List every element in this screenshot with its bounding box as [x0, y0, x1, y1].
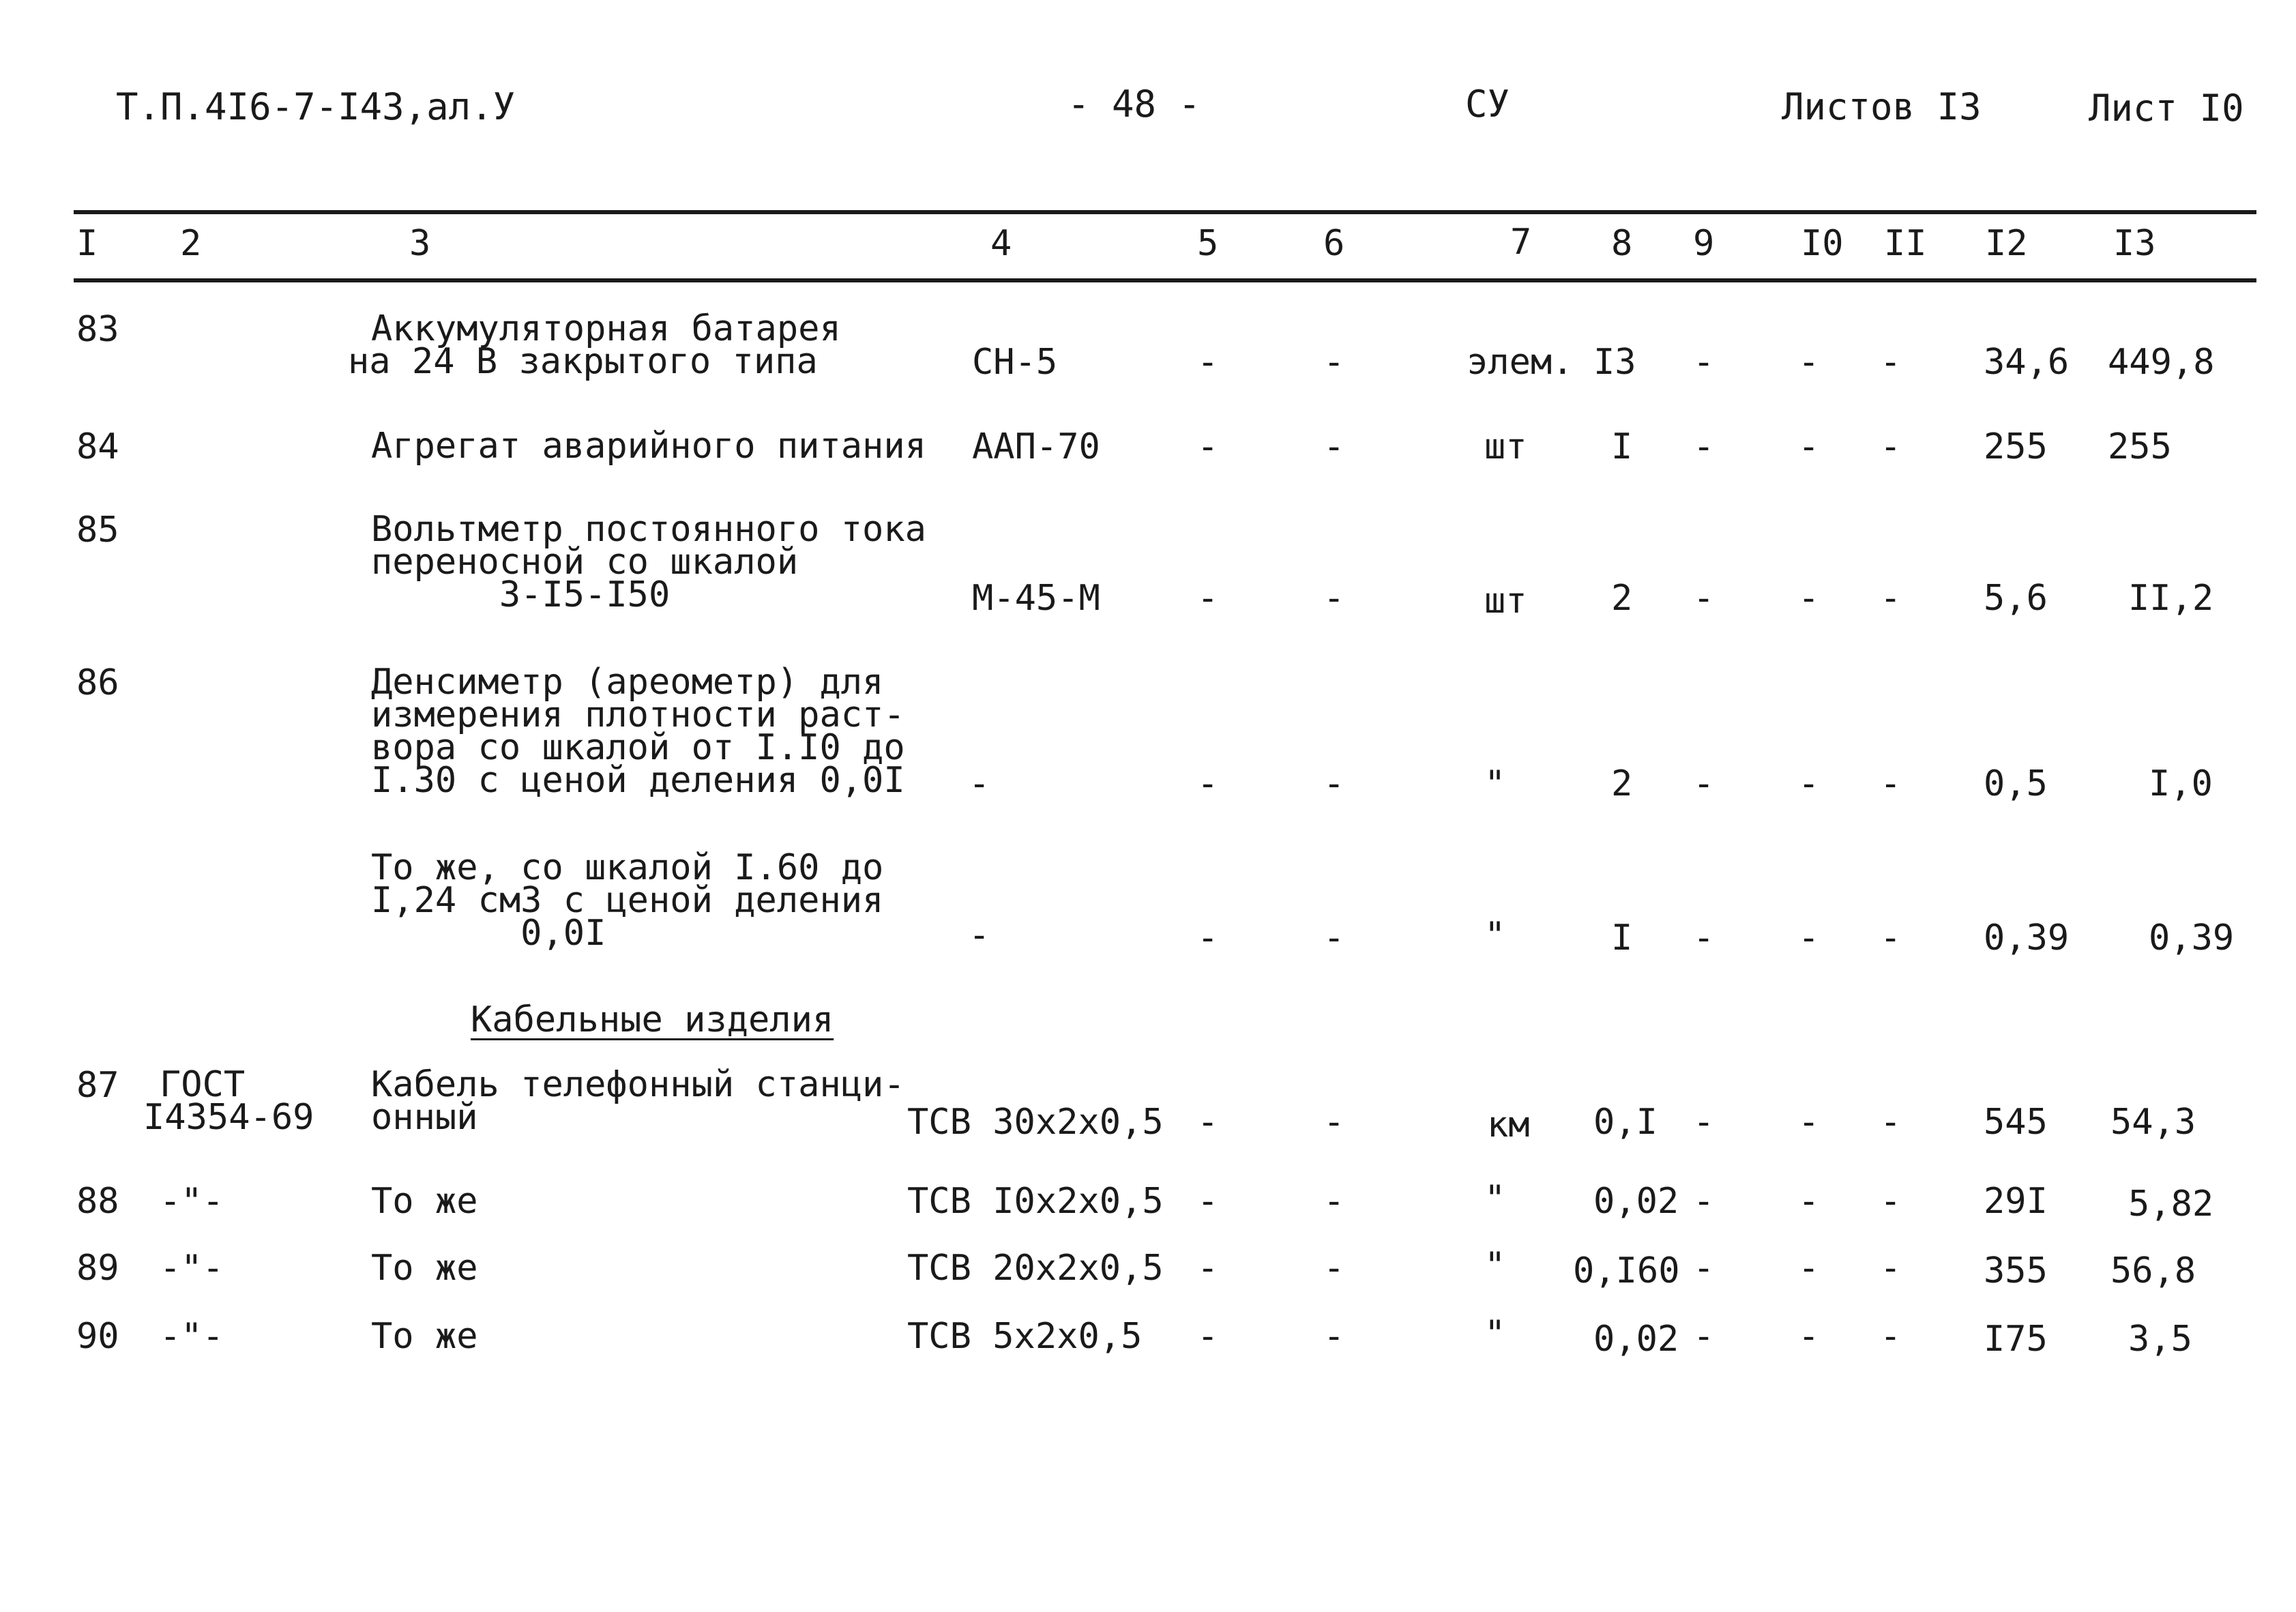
row-unit: " [1484, 1178, 1506, 1219]
row-description: То же [371, 1316, 478, 1357]
row-col9: - [1693, 918, 1715, 958]
row-col11: - [1880, 578, 1902, 619]
row-total: II,2 [2128, 578, 2214, 619]
col-header-4: 4 [990, 223, 1012, 264]
row-type: ТСВ 5х2х0,5 [907, 1316, 1143, 1357]
row-number: 83 [76, 309, 119, 350]
row-col6: - [1323, 1181, 1345, 1222]
col-header-7: 7 [1510, 222, 1532, 263]
row-total: 56,8 [2110, 1250, 2196, 1291]
row-unit: км [1487, 1104, 1530, 1145]
row-col5: - [1197, 918, 1219, 958]
row-col5: - [1197, 426, 1219, 467]
row-col5: - [1197, 763, 1219, 804]
row-col11: - [1880, 918, 1902, 958]
row-total: 5,82 [2128, 1184, 2214, 1225]
row-number: 84 [76, 426, 119, 467]
row-col9: - [1693, 578, 1715, 619]
row-col11: - [1880, 1248, 1902, 1289]
col-header-8: 8 [1611, 223, 1633, 264]
row-description: То же [371, 1181, 478, 1222]
row-unit: " [1484, 915, 1506, 956]
row-col6: - [1323, 763, 1345, 804]
row-description: Вольтметр постоянного тока переносной со шкалой 3-I5-I50 [371, 509, 926, 615]
row-type: СН-5 [972, 342, 1058, 383]
row-type: ТСВ 20х2х0,5 [907, 1248, 1164, 1289]
row-quantity: 2 [1611, 763, 1633, 804]
row-reference: -"- [160, 1248, 224, 1289]
row-quantity: 2 [1611, 578, 1633, 619]
row-col5: - [1197, 342, 1219, 383]
row-quantity: 0,I60 [1573, 1250, 1680, 1291]
row-type: ААП-70 [972, 426, 1100, 467]
col-header-6: 6 [1323, 223, 1345, 264]
row-description: Агрегат аварийного питания [371, 426, 926, 467]
row-unit: " [1484, 763, 1506, 804]
row-col9: - [1693, 1181, 1715, 1222]
col-header-13: I3 [2113, 223, 2156, 264]
row-reference: -"- [160, 1316, 224, 1357]
row-total: 255 [2108, 426, 2172, 467]
table-top-rule [74, 210, 2256, 214]
row-number: 86 [76, 662, 119, 703]
row-col9: - [1693, 426, 1715, 467]
row-col11: - [1880, 1102, 1902, 1143]
row-unit: элем. [1467, 342, 1574, 383]
row-price: 0,5 [1984, 763, 2048, 804]
table-header-rule [74, 278, 2256, 282]
row-col10: - [1798, 342, 1820, 383]
row-total: 3,5 [2128, 1319, 2192, 1360]
row-total: 54,3 [2110, 1102, 2196, 1143]
row-col10: - [1798, 578, 1820, 619]
row-description: Аккумуляторная батарея на 24 В закрытого типа [348, 308, 841, 382]
row-quantity: 0,I [1593, 1102, 1658, 1143]
section-title: Кабельные изделия [471, 999, 834, 1040]
row-type: - [969, 915, 990, 956]
row-reference: ГОСТ I4354-69 [143, 1064, 314, 1138]
page-number: - 48 - [1068, 83, 1201, 126]
row-reference: -"- [160, 1181, 224, 1222]
sheet-number: Лист I0 [2089, 87, 2244, 130]
row-col6: - [1323, 1102, 1345, 1143]
row-col5: - [1197, 1102, 1219, 1143]
row-col11: - [1880, 763, 1902, 804]
row-total: 449,8 [2108, 342, 2215, 383]
row-quantity: 0,02 [1593, 1319, 1679, 1360]
col-header-2: 2 [180, 223, 202, 264]
row-col6: - [1323, 1248, 1345, 1289]
row-description: То же, со шкалой I.60 до I,24 см3 с ценой деления 0,0I [371, 847, 884, 954]
row-unit: " [1484, 1245, 1506, 1286]
row-col9: - [1693, 1248, 1715, 1289]
row-col9: - [1693, 1102, 1715, 1143]
row-col10: - [1798, 1181, 1820, 1222]
row-col10: - [1798, 763, 1820, 804]
row-col10: - [1798, 1102, 1820, 1143]
row-quantity: 0,02 [1593, 1181, 1679, 1222]
row-col9: - [1693, 1316, 1715, 1357]
row-type: М-45-М [972, 578, 1100, 619]
row-price: 0,39 [1984, 918, 2070, 958]
row-col9: - [1693, 342, 1715, 383]
row-quantity: I3 [1593, 342, 1636, 383]
row-description: Денсиметр (ареометр) для измерения плотности раст- вора со шкалой от I.I0 до I.30 с ценой деления 0,0I [371, 662, 905, 801]
row-col6: - [1323, 426, 1345, 467]
row-number: 87 [76, 1065, 119, 1106]
row-col11: - [1880, 426, 1902, 467]
row-price: 545 [1984, 1102, 2048, 1143]
row-quantity: I [1611, 918, 1633, 958]
row-col10: - [1798, 1248, 1820, 1289]
col-header-3: 3 [409, 223, 431, 264]
row-unit: шт [1484, 581, 1527, 621]
row-type: - [969, 763, 990, 804]
row-col6: - [1323, 918, 1345, 958]
row-total: I,0 [2149, 763, 2213, 804]
row-price: I75 [1984, 1319, 2048, 1360]
row-col6: - [1323, 342, 1345, 383]
row-col6: - [1323, 578, 1345, 619]
row-number: 89 [76, 1248, 119, 1289]
row-price: 29I [1984, 1181, 2048, 1222]
section-code: СУ [1465, 83, 1510, 126]
row-description: То же [371, 1248, 478, 1289]
row-price: 255 [1984, 426, 2048, 467]
row-col11: - [1880, 1181, 1902, 1222]
row-col11: - [1880, 1316, 1902, 1357]
document-code: Т.П.4I6-7-I43,ал.У [116, 85, 516, 128]
row-col10: - [1798, 1316, 1820, 1357]
col-header-5: 5 [1197, 223, 1219, 264]
row-price: 355 [1984, 1250, 2048, 1291]
row-price: 5,6 [1984, 578, 2048, 619]
row-total: 0,39 [2149, 918, 2235, 958]
row-unit: шт [1484, 426, 1527, 467]
row-col5: - [1197, 1248, 1219, 1289]
col-header-11: II [1884, 223, 1927, 264]
row-number: 88 [76, 1181, 119, 1222]
row-col11: - [1880, 342, 1902, 383]
row-quantity: I [1611, 426, 1633, 467]
col-header-1: I [76, 223, 98, 264]
row-type: ТСВ I0х2х0,5 [907, 1181, 1164, 1222]
row-type: ТСВ 30х2х0,5 [907, 1102, 1164, 1143]
col-header-9: 9 [1693, 223, 1715, 264]
row-col6: - [1323, 1316, 1345, 1357]
row-col10: - [1798, 426, 1820, 467]
sheets-count: Листов I3 [1782, 85, 1982, 128]
row-col5: - [1197, 578, 1219, 619]
row-description: Кабель телефонный станци- онный [371, 1064, 905, 1138]
row-price: 34,6 [1984, 342, 2070, 383]
col-header-12: I2 [1985, 223, 2028, 264]
row-unit: " [1484, 1313, 1506, 1354]
col-header-10: I0 [1801, 223, 1844, 264]
row-col10: - [1798, 918, 1820, 958]
row-number: 85 [76, 510, 119, 551]
row-number: 90 [76, 1316, 119, 1357]
row-col5: - [1197, 1316, 1219, 1357]
row-col5: - [1197, 1181, 1219, 1222]
row-col9: - [1693, 763, 1715, 804]
